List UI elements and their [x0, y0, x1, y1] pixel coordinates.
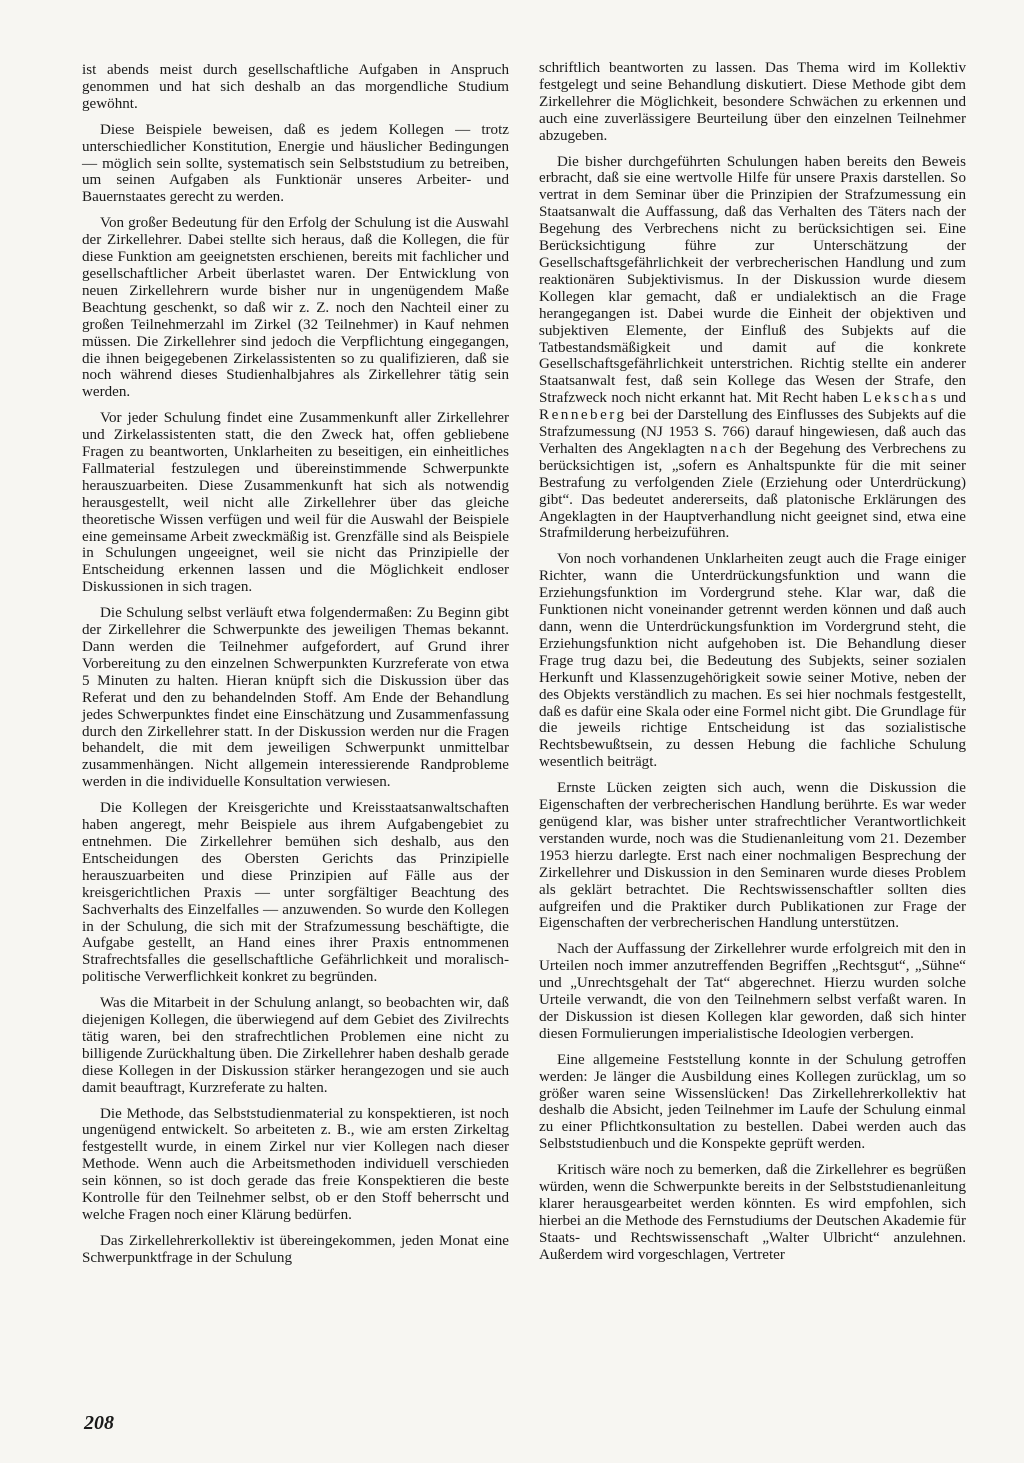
- paragraph: [539, 154, 966, 543]
- emphasis-word: nach: [710, 440, 749, 457]
- paragraph: Was die Mitarbeit in der Schulung anlangt, so beobachten wir, daß diejenigen Kollegen, die überwiegend auf dem Gebiet des Zivilrechts tätig waren, bei den strafrechtlichen Problemen eine nicht zu billigende Zurückhaltung üben. Die Zirkellehrer haben deshalb gerade diese Kollegen in der Diskussion stärker herangezogen und sie auch damit beauftragt, Kurzreferate zu halten.: [82, 995, 509, 1096]
- paragraph: ist abends meist durch gesellschaftliche Aufgaben in Anspruch genommen und hat sich deshalb an das morgendliche Studium gewöhnt.: [82, 62, 509, 112]
- text-run: und: [938, 390, 966, 407]
- paragraph: schriftlich beantworten zu lassen. Das Thema wird im Kollektiv festgelegt und seine Behandlung diskutiert. Diese Methode gibt dem Zirkellehrer die Möglichkeit, besondere Schwächen zu erkennen und auch eine zuverlässigere Beurteilung über den einzelnen Teilnehmer abzugeben.: [539, 60, 966, 144]
- paragraph: Eine allgemeine Feststellung konnte in der Schulung getroffen werden: Je länger die Ausbildung eines Kollegen zurücklag, um so größer waren seine Wissenslücken! Das Zirkellehrerkollektiv hat deshalb die Absicht, jeden Teilnehmer im Laufe der Schulung einmal zu einer Pflichtkonsultation zu bestellen. Dabei werden auch das Selbststudienbuch und die Konspekte geprüft werden.: [539, 1051, 966, 1153]
- paragraph: Das Zirkellehrerkollektiv ist übereingekommen, jeden Monat eine Schwerpunktfrage in der Schulung: [82, 1232, 509, 1266]
- text-run: bei der Darstellung des Einflusses des Subjekts auf die Strafzumessung (NJ 1953 S. 766) darauf hingewiesen, daß auch das Verhalten des Angeklagten: [539, 407, 966, 457]
- paragraph: Die Methode, das Selbststudienmaterial zu konspektieren, ist noch ungenügend entwickelt. So arbeiteten z. B., wie am ersten Zirkeltag festgestellt wurde, in einem Zirkel nur vier Kollegen nach dieser Methode. Wenn auch die Arbeitsmethoden individuell verschieden sein können, so ist doch gerade das freie Konspektieren die beste Kontrolle für den Teilnehmer selbst, ob er den Stoff beherrscht und welche Fragen noch einer Klärung bedürfen.: [82, 1105, 509, 1223]
- author-name: Renneberg: [539, 407, 627, 424]
- page-number: 208: [84, 1412, 114, 1434]
- left-column: [82, 62, 509, 1276]
- paragraph: Kritisch wäre noch zu bemerken, daß die Zirkellehrer es begrüßen würden, wenn die Schwerpunkte bereits in der Selbststudienanleitung klarer herausgearbeitet werden könnten. Es wird empfohlen, sich hierbei an die Methode des Fernstudiums der Deutschen Akademie für Staats- und Rechtswissenschaft „Walter Ulbricht“ anzulehnen. Außerdem wird vorgeschlagen, Vertreter: [539, 1162, 966, 1263]
- right-column: [539, 60, 966, 1273]
- author-name: Lekschas: [862, 390, 939, 407]
- paragraph: Die Kollegen der Kreisgerichte und Kreisstaatsanwaltschaften haben angeregt, mehr Beispiele aus ihrem Aufgabengebiet zu entnehmen. Die Zirkellehrer bemühen sich deshalb, aus den Entscheidungen des Obersten Gerichts das Prinzipielle herauszuarbeiten und diese Prinzipien auf Fälle aus der kreisgerichtlichen Praxis — unter sorgfältiger Beachtung des Sachverhalts des Einzelfalles — anzuwenden. So wurde den Kollegen in der Schulung, die sich mit der Strafzumessung beschäftigte, die Aufgabe gestellt, an Hand eines ihrer Praxis entnommenen Strafrechtsfalles die gesellschaftliche Gefährlichkeit und moralisch-politische Verwerflichkeit konkret zu begründen.: [82, 800, 509, 986]
- paragraph: Von noch vorhandenen Unklarheiten zeugt auch die Frage einiger Richter, wann die Unterdrückungsfunktion und wann die Erziehungsfunktion im Vordergrund stehe. Klar war, daß die Funktionen nicht voneinander getrennt werden können und daß auch dann, wenn die Unterdrückungsfunktion im Vordergrund steht, die Erziehungsfunktion nicht aufgehoben ist. Die Behandlung dieser Frage trug dazu bei, die Bedeutung des Subjekts, seiner sozialen Herkunft und Klassenzugehörigkeit sowie seiner Motive, neben der des Objekts verständlich zu machen. Es sei hier nochmals festgestellt, daß es dafür eine Skala oder eine Formel nicht gibt. Die Grundlage für die jeweils richtige Entscheidung ist das sozialistische Rechtsbewußtsein, zu dessen Hebung die fachliche Schulung wesentlich beiträgt.: [539, 551, 966, 771]
- paragraph: Diese Beispiele beweisen, daß es jedem Kollegen — trotz unterschiedlicher Konstitution, Energie und häuslicher Bedingungen — möglich sein sollte, systematisch sein Selbststudium zu betreiben, um seinen Aufgaben als Funktionär unseres Arbeiter- und Bauernstaates gerecht zu werden.: [82, 121, 509, 206]
- paragraph: Ernste Lücken zeigten sich auch, wenn die Diskussion die Eigenschaften der verbrecherischen Handlung berührte. Es war weder genügend klar, was bisher unter strafrechtlicher Verantwortlichkeit verstanden wurde, noch was die Studienanleitung vom 21. Dezember 1953 hierzu darlegte. Erst nach einer nochmaligen Besprechung der Zirkellehrer und Diskussion in den Seminaren wurde dieses Problem als geklärt betrachtet. Die Rechtswissenschaftler sollten dies aufgreifen und die Praktiker durch Publikationen zur Frage der Eigenschaften der verbrecherischen Handlung unterstützen.: [539, 780, 966, 932]
- paragraph: Die Schulung selbst verläuft etwa folgendermaßen: Zu Beginn gibt der Zirkellehrer die Schwerpunkte des jeweiligen Themas bekannt. Dann werden die Teilnehmer aufgefordert, auf Grund ihrer Vorbereitung zu den einzelnen Schwerpunkten Kurzreferate von etwa 5 Minuten zu halten. Hieran knüpft sich die Diskussion über das Referat und den zu behandelnden Stoff. Am Ende der Behandlung jedes Schwerpunktes findet eine Einschätzung und Zusammenfassung durch den Zirkellehrer statt. In der Diskussion werden nur die Fragen behandelt, die mit dem jeweiligen Schwerpunkt unmittelbar zusammenhängen. Nicht allgemein interessierende Randprobleme werden in die individuelle Konsultation verwiesen.: [82, 605, 509, 791]
- text-run: Die bisher durchgeführten Schulungen haben bereits den Beweis erbracht, daß sie eine wertvolle Hilfe für unsere Praxis darstellen. So vertrat in dem Seminar über die Prinzipien der Strafzumessung ein Staatsanwalt die Auffassung, daß das Verhalten des Täters nach der Begehung des Verbrechens nicht zu berücksichtigen sei. Eine Berücksichtigung führe zur Unterschätzung der Gesellschaftsgefährlichkeit der verbrecherischen Handlung und zum reaktionären Subjektivismus. In der Diskussion wurde diesem Kollegen klar gemacht, daß er undialektisch an die Frage herangegangen ist. Dabei wurde die Einheit der objektiven und subjektiven Elemente, der Einfluß des Subjekts auf die Tatbestandsmäßigkeit und damit auf die konkrete Gesellschaftsgefährlichkeit unterstrichen. Richtig stellte ein anderer Staatsanwalt fest, daß sein Kollege das Wesen der Strafe, den Strafzweck noch nicht erkannt hat. Mit Recht haben: [539, 153, 966, 407]
- paragraph: Von großer Bedeutung für den Erfolg der Schulung ist die Auswahl der Zirkellehrer. Dabei stellte sich heraus, daß die Kollegen, die für diese Funktion am geeignetsten erschienen, bereits mit fachlicher und gesellschaftlicher Arbeit überlastet waren. Der Entwicklung von neuen Zirkellehrern wurde bisher nur in ungenügendem Maße Beachtung geschenkt, so daß wir z. Z. noch den Nachteil einer zu großen Teilnehmerzahl im Zirkel (32 Teilnehmer) in Kauf nehmen müssen. Die Zirkellehrer sind jedoch die Verpflichtung eingegangen, die ihnen beigegebenen Zirkelassistenten so zu qualifizieren, daß sie noch während dieses Studienhalbjahres als Zirkellehrer tätig sein werden.: [82, 215, 509, 401]
- paragraph: Nach der Auffassung der Zirkellehrer wurde erfolgreich mit den in Urteilen noch immer anzutreffenden Begriffen „Rechtsgut“, „Sühne“ und „Unrechtsgehalt der Tat“ abgerechnet. Hierzu wurden solche Urteile verwandt, die von den Teilnehmern selbst verfaßt waren. In der Diskussion ist diesen Kollegen klar geworden, daß sich hinter diesen Formulierungen imperialistische Ideologien verbergen.: [539, 941, 966, 1042]
- paragraph: Vor jeder Schulung findet eine Zusammenkunft aller Zirkellehrer und Zirkelassistenten statt, die den Zweck hat, offen gebliebene Fragen zu beantworten, Unklarheiten zu beseitigen, ein einheitliches Fallmaterial festzulegen und übereinstimmende Schwerpunkte herauszuarbeiten. Diese Zusammenkunft hat sich als notwendig herausgestellt, weil nicht alle Zirkellehrer über das gleiche theoretische Wissen verfügen und weil für die Auswahl der Beispiele eine gemeinsame Arbeit zweckmäßig ist. Grenzfälle sind als Beispiele in Schulungen ungeeignet, weil sie nicht das Prinzipielle der Entscheidung erkennen lassen und die Möglichkeit endloser Diskussionen in sich tragen.: [82, 410, 509, 596]
- text-run: der Begehung des Verbrechens zu berücksichtigen ist, „sofern es Anhaltspunkte für die mit seiner Bestrafung zu verfolgenden Ziele (Erziehung oder Unterdrückung) gibt“. Das bedeutet andererseits, daß platonische Erklärungen des Angeklagten in der Hauptverhandlung nicht geeignet sind, etwa eine Strafmilderung herbeizuführen.: [539, 440, 966, 542]
